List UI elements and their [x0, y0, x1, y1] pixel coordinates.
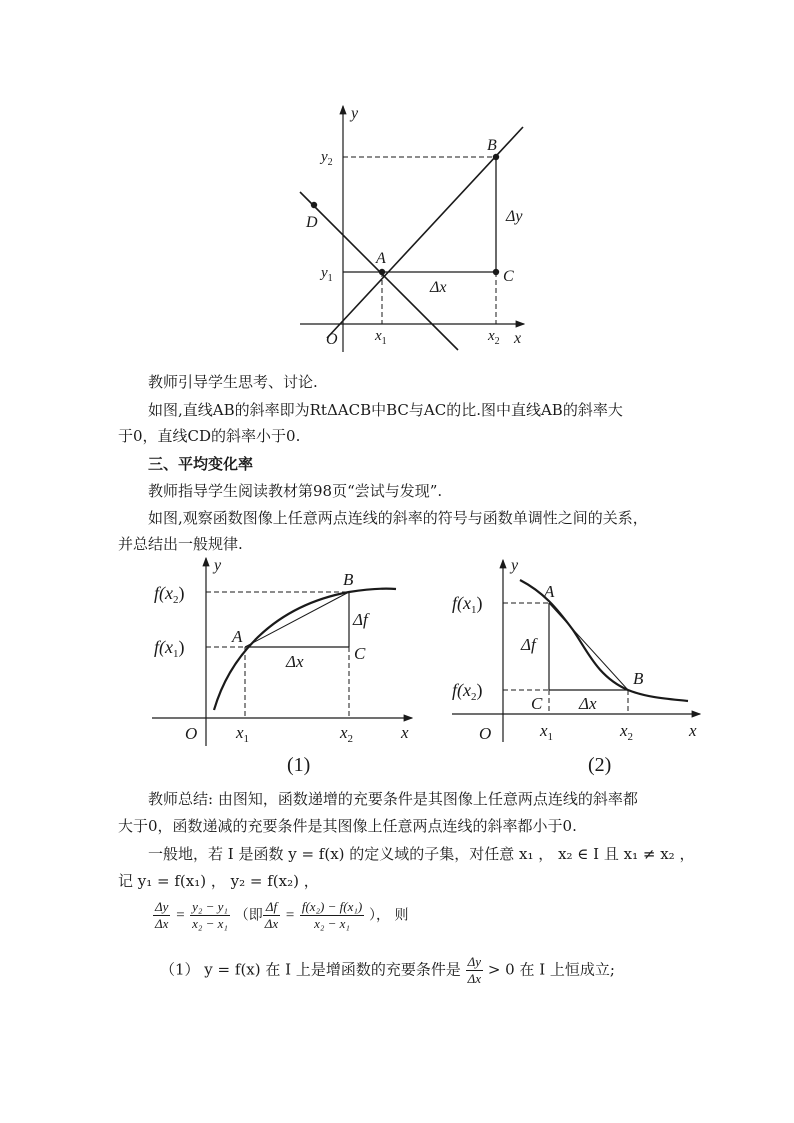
paragraph-3: 于0，直线CD的斜率小于0.: [118, 427, 301, 445]
x-axis-label: x: [689, 721, 697, 740]
y2-label: $y_2$: [321, 149, 333, 168]
decreasing-function-figure: [448, 552, 710, 782]
label-dx: Δx: [430, 279, 447, 296]
paragraph-1: 教师引导学生思考、讨论.: [148, 373, 318, 391]
condition-suffix: > 0 在 I 上恒成立;: [487, 960, 615, 979]
paragraph-8: 大于0，函数递减的充要条件是其图像上任意两点连线的斜率都小于0.: [118, 817, 577, 835]
label-b: B: [633, 669, 644, 688]
y-axis-label: y: [214, 557, 222, 574]
paragraph-6: 并总结出一般规律.: [118, 535, 243, 553]
condition-line: [160, 954, 615, 987]
increasing-function-figure: [148, 552, 420, 782]
x1-label: $x_1$: [375, 328, 387, 347]
paragraph-10: 记 y₁ = f(x₁) ， y₂ = f(x₂) ，: [118, 872, 319, 890]
origin-label: O: [326, 331, 338, 348]
label-df: Δf: [353, 610, 368, 629]
label-a: A: [544, 582, 555, 601]
y-axis-label: y: [511, 557, 519, 574]
label-c: C: [503, 268, 514, 285]
label-c: C: [354, 644, 366, 663]
point-a: [379, 269, 385, 275]
x1-label: $x_1$: [236, 723, 250, 745]
label-b: B: [487, 137, 497, 154]
condition-prefix: （1） y = f(x) 在 I 上是增函数的充要条件是: [160, 960, 461, 979]
fraction-dy-dx: $\frac{\Delta y}{\Delta x}$: [155, 899, 169, 931]
origin-label: O: [479, 724, 492, 743]
point-c: [493, 269, 499, 275]
equals-sign: =: [284, 907, 296, 924]
formula-suffix: ）， 则: [369, 907, 409, 924]
caption-1: (1): [287, 754, 311, 776]
label-dx: Δx: [286, 652, 304, 671]
fraction-fx-x: $\frac{\text{f(x₂) − f(x₁)}}{\text{x₂ − x₁}}$: [301, 899, 363, 931]
x-axis-label: x: [401, 723, 409, 742]
x-axis-label: x: [514, 330, 522, 347]
fx2-label: $f(x_2)$: [154, 583, 185, 606]
label-dx: Δx: [579, 694, 597, 713]
label-d: D: [306, 214, 318, 231]
label-c: C: [531, 694, 543, 713]
x2-label: $x_2$: [488, 328, 500, 347]
formula-line: [153, 899, 408, 932]
fx1-label: $f(x_1)$: [452, 593, 483, 616]
fraction-df-dx: $\frac{\Delta f}{\Delta x}$: [264, 899, 279, 931]
x2-label: $x_2$: [620, 721, 634, 743]
paragraph-7: 教师总结: 由图知，函数递增的充要条件是其图像上任意两点连线的斜率都: [148, 790, 638, 808]
paragraph-9: 一般地，若 I 是函数 y = f(x) 的定义域的子集，对任意 x₁ ， x₂ ∈ I 且 x₁ ≠ x₂ ，: [148, 845, 695, 863]
label-b: B: [343, 570, 354, 589]
x1-label: $x_1$: [540, 721, 554, 743]
y-axis-label: y: [351, 105, 359, 122]
fraction-y-x: $\frac{\text{y₂ − y₁}}{\text{x₂ − x₁}}$: [192, 899, 228, 931]
equals-sign: =: [175, 907, 186, 924]
paragraph-5: 如图,观察函数图像上任意两点连线的斜率的符号与函数单调性之间的关系，: [148, 509, 648, 527]
label-a: A: [376, 250, 386, 267]
label-dy: Δy: [506, 208, 523, 225]
y1-label: $y_1$: [321, 265, 333, 284]
paragraph-4: 教师指导学生阅读教材第98页“尝试与发现”.: [148, 482, 443, 500]
formula-prefix: （即: [234, 907, 263, 924]
point-b: [493, 154, 499, 160]
section-heading: 三、平均变化率: [148, 455, 254, 473]
caption-2: (2): [588, 754, 612, 776]
x2-label: $x_2$: [340, 723, 354, 745]
increasing-curve: [214, 589, 396, 710]
paragraph-2: 如图,直线AB的斜率即为RtΔACB中BC与AC的比.图中直线AB的斜率大: [148, 401, 623, 419]
fraction-dy-dx-condition: $\frac{\Delta y}{\Delta x}$: [467, 954, 482, 986]
label-df: Δf: [521, 635, 536, 654]
chord-ab: [245, 592, 349, 647]
origin-label: O: [185, 724, 198, 743]
fx2-label: $f(x_2)$: [452, 680, 483, 703]
fx1-label: $f(x_1)$: [154, 637, 185, 660]
slope-figure: [290, 100, 540, 358]
label-a: A: [232, 627, 243, 646]
point-d: [311, 202, 317, 208]
